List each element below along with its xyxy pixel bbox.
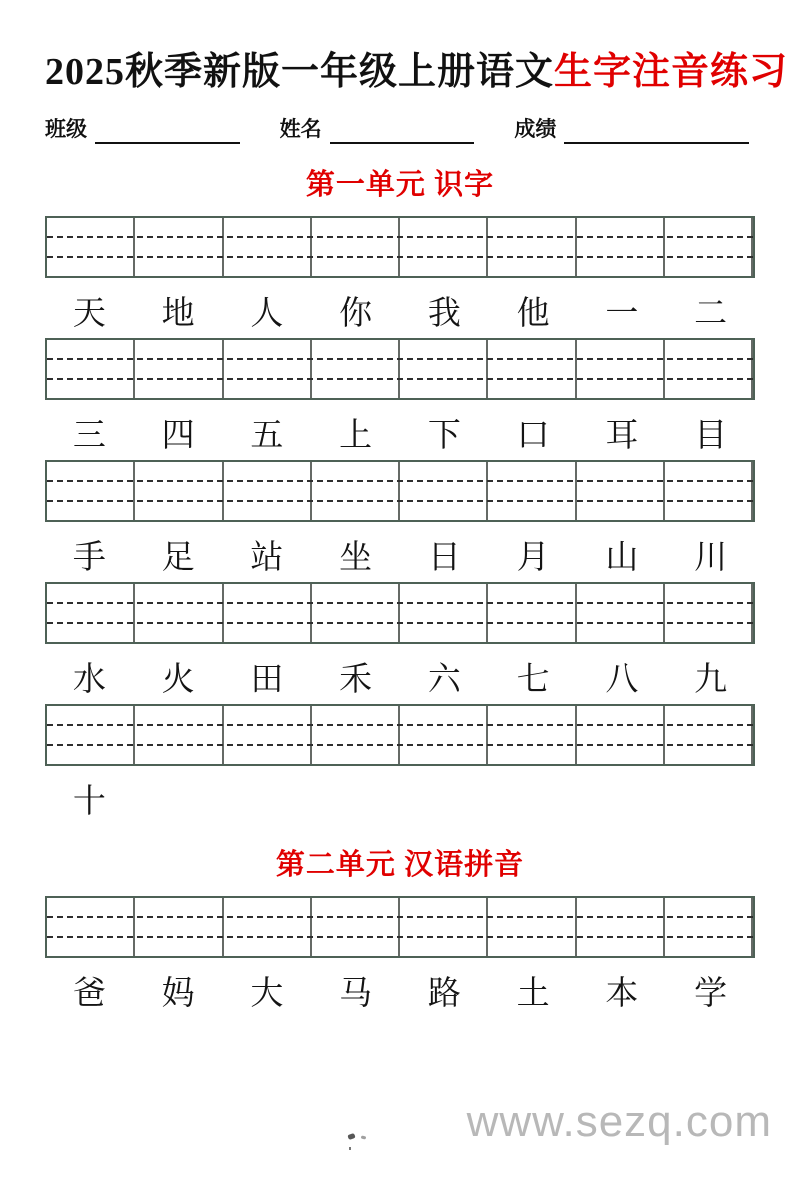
pinyin-cell	[47, 584, 135, 642]
character-cell: 二	[694, 296, 728, 332]
worksheet-sections	[45, 168, 755, 1016]
pinyin-cell	[135, 218, 223, 276]
character-cell: 月	[516, 540, 550, 576]
character-cell: 口	[516, 418, 550, 454]
character-cell: 七	[516, 662, 550, 698]
character-cell	[400, 780, 489, 824]
unit-section	[45, 168, 755, 824]
watermark: www.sezq.com	[466, 1097, 772, 1146]
pinyin-cell	[47, 218, 135, 276]
character-cell: 禾	[339, 662, 373, 698]
pinyin-cell	[312, 218, 400, 276]
character-row	[45, 292, 755, 336]
name-blank-line	[330, 118, 475, 144]
character-cell: 马	[339, 976, 373, 1012]
character-cell	[134, 780, 223, 824]
pinyin-cell	[47, 706, 135, 764]
section-heading: 第一单元 识字	[305, 169, 495, 201]
pinyin-cell	[400, 340, 488, 398]
page-title	[45, 46, 789, 98]
character-cell: 他	[516, 296, 550, 332]
name-label: 姓名	[279, 117, 322, 141]
pinyin-cell	[312, 898, 400, 956]
character-cell: 山	[605, 540, 639, 576]
character-cell: 站	[250, 540, 284, 576]
character-cell: 水	[72, 662, 106, 698]
character-cell: 上	[339, 418, 373, 454]
pinyin-cell	[312, 340, 400, 398]
character-cell: 本	[605, 976, 639, 1012]
pinyin-cell	[47, 462, 135, 520]
character-cell	[578, 780, 667, 824]
pinyin-cell	[135, 462, 223, 520]
class-blank-line	[95, 118, 240, 144]
pinyin-cell	[577, 706, 665, 764]
character-cell: 学	[694, 976, 728, 1012]
pinyin-cell	[47, 340, 135, 398]
section-heading: 第二单元 汉语拼音	[275, 849, 525, 881]
character-cell: 我	[427, 296, 461, 332]
character-cell: 十	[72, 784, 106, 820]
pinyin-cell	[312, 462, 400, 520]
character-cell: 目	[694, 418, 728, 454]
unit-section	[45, 848, 755, 1016]
character-cell: 你	[339, 296, 373, 332]
page-title-black: 2025秋季新版一年级上册语文	[45, 51, 555, 93]
pinyin-writing-grid	[45, 896, 755, 958]
character-row	[45, 414, 755, 458]
pinyin-cell	[577, 462, 665, 520]
pinyin-cell	[400, 584, 488, 642]
character-cell: 天	[72, 296, 106, 332]
pinyin-cell	[488, 218, 576, 276]
pinyin-writing-grid	[45, 582, 755, 644]
pinyin-cell	[135, 706, 223, 764]
pinyin-cell	[665, 898, 753, 956]
character-cell: 日	[427, 540, 461, 576]
pinyin-cell	[400, 218, 488, 276]
pinyin-cell	[577, 340, 665, 398]
pinyin-cell	[665, 706, 753, 764]
page-title-red: 生字注音练习	[554, 51, 789, 93]
pinyin-writing-grid	[45, 216, 755, 278]
pinyin-writing-grid	[45, 338, 755, 400]
pinyin-cell	[224, 706, 312, 764]
pinyin-cell	[400, 462, 488, 520]
character-cell: 妈	[161, 976, 195, 1012]
character-cell: 下	[427, 418, 461, 454]
pinyin-writing-grid	[45, 704, 755, 766]
pinyin-cell	[577, 218, 665, 276]
pinyin-cell	[400, 898, 488, 956]
character-row	[45, 536, 755, 580]
pinyin-cell	[400, 706, 488, 764]
character-row	[45, 780, 755, 824]
character-cell: 火	[161, 662, 195, 698]
pinyin-cell	[577, 898, 665, 956]
pinyin-cell	[665, 340, 753, 398]
character-cell	[666, 780, 755, 824]
score-label: 成绩	[514, 117, 557, 141]
pinyin-cell	[47, 898, 135, 956]
character-cell: 三	[72, 418, 106, 454]
pinyin-cell	[665, 218, 753, 276]
ink-smudge	[348, 1134, 368, 1154]
pinyin-cell	[312, 706, 400, 764]
character-cell: 五	[250, 418, 284, 454]
pinyin-cell	[312, 584, 400, 642]
character-cell: 路	[427, 976, 461, 1012]
pinyin-cell	[665, 584, 753, 642]
character-cell: 手	[72, 540, 106, 576]
class-label: 班级	[45, 117, 87, 141]
info-group-score	[514, 114, 749, 144]
character-cell	[223, 780, 312, 824]
character-cell	[489, 780, 578, 824]
pinyin-cell	[135, 584, 223, 642]
character-cell: 地	[161, 296, 195, 332]
character-cell: 田	[250, 662, 284, 698]
pinyin-cell	[488, 462, 576, 520]
pinyin-cell	[577, 584, 665, 642]
character-cell: 四	[161, 418, 195, 454]
character-cell	[311, 780, 400, 824]
character-row	[45, 972, 755, 1016]
score-blank-line	[564, 118, 749, 144]
character-cell: 耳	[605, 418, 639, 454]
pinyin-cell	[488, 340, 576, 398]
info-row	[45, 112, 755, 144]
pinyin-cell	[488, 584, 576, 642]
pinyin-cell	[488, 706, 576, 764]
character-cell: 九	[694, 662, 728, 698]
info-group-class	[45, 114, 280, 144]
character-cell: 人	[250, 296, 284, 332]
character-cell: 一	[605, 296, 639, 332]
character-row	[45, 658, 755, 702]
info-group-name	[280, 114, 515, 144]
pinyin-cell	[224, 340, 312, 398]
worksheet-page	[0, 46, 800, 1177]
character-cell: 足	[161, 540, 195, 576]
character-cell: 爸	[72, 976, 106, 1012]
pinyin-cell	[224, 462, 312, 520]
character-cell: 八	[605, 662, 639, 698]
character-cell: 川	[694, 540, 728, 576]
pinyin-cell	[665, 462, 753, 520]
character-cell: 土	[516, 976, 550, 1012]
character-cell: 坐	[339, 540, 373, 576]
pinyin-writing-grid	[45, 460, 755, 522]
pinyin-cell	[224, 898, 312, 956]
pinyin-cell	[224, 584, 312, 642]
pinyin-cell	[488, 898, 576, 956]
pinyin-cell	[135, 340, 223, 398]
character-cell: 大	[250, 976, 284, 1012]
pinyin-cell	[135, 898, 223, 956]
character-cell: 六	[427, 662, 461, 698]
pinyin-cell	[224, 218, 312, 276]
